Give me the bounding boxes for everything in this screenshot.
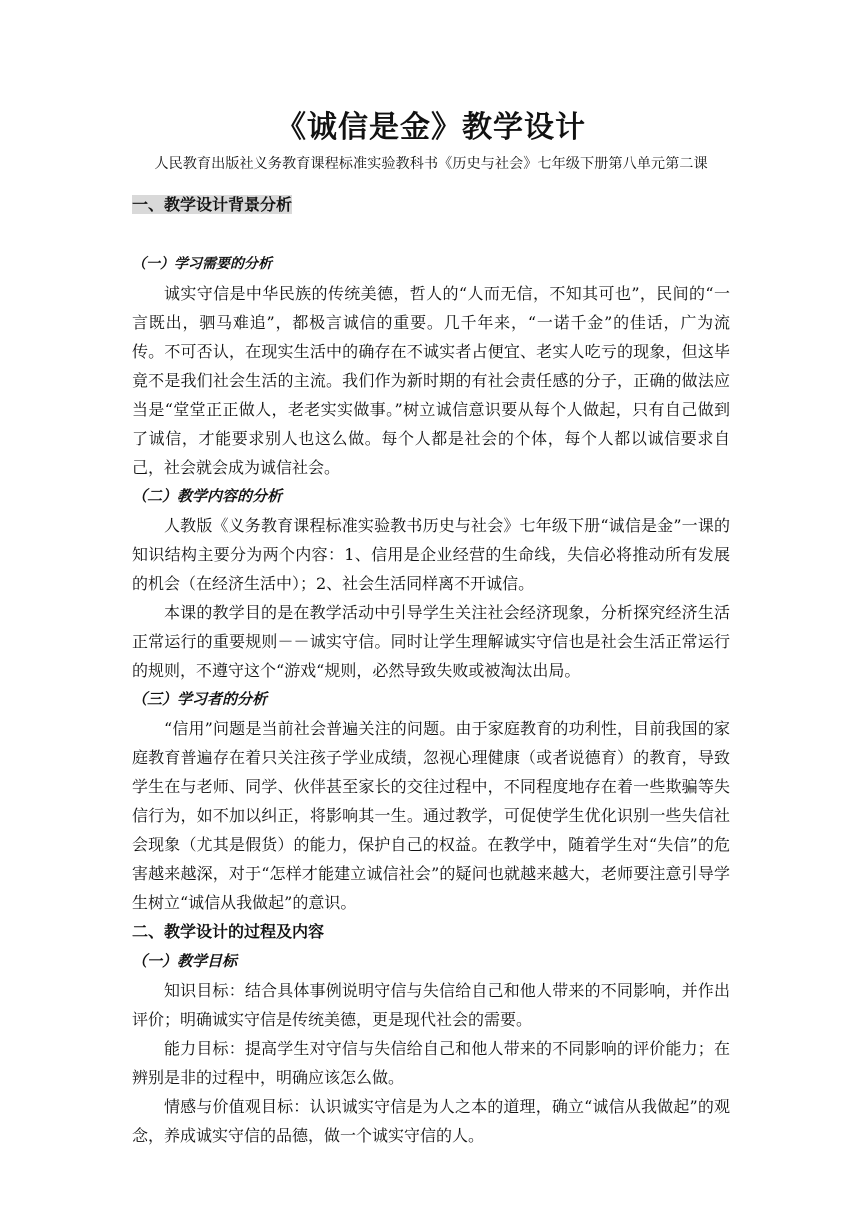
document-subtitle: 人民教育出版社义务教育课程标准实验教科书《历史与社会》七年级下册第八单元第二课: [154, 156, 708, 172]
document-page: [132, 104, 730, 1150]
paragraph-values-goal: 情感与价值观目标：认识诚实守信是为人之本的道理，确立“诚信从我做起”的观念，养成诚实守信的品德，做一个诚实守信的人。: [132, 1097, 730, 1145]
paragraph-ability-goal: 能力目标：提高学生对守信与失信给自己和他人带来的不同影响的评价能力；在辨别是非的过程中，明确应该怎么做。: [132, 1039, 730, 1087]
subheading-content-analysis: （二）教学内容的分析: [132, 487, 283, 505]
section-heading-background-analysis: [132, 190, 730, 220]
paragraph: “信用”问题是当前社会普遍关注的问题。由于家庭教育的功利性，目前我国的家庭教育普遍存在着只关注孩子学业成绩，忽视心理健康（或者说德育）的教育，导致学生在与老师、同学、伙伴甚至家长的交往过程中，不同程度地存在着一些欺骗等失信行为，如不加以纠正，将影响其一生。通过教学，可促使学生优化识别一些失信社会现象（尤其是假货）的能力，保护自己的权益。在教学中，随着学生对“失信”的危害越来越深，对于“怎样才能建立诚信社会”的疑问也就越来越大，老师要注意引导学生树立“诚信从我做起”的意识。: [132, 719, 730, 912]
paragraph: 诚实守信是中华民族的传统美德，哲人的“人而无信，不知其可也”，民间的“一言既出，驷马难追”，都极言诚信的重要。几千年来，“一诺千金”的佳话，广为流传。不可否认，在现实生活中的确存在不诚实者占便宜、老实人吃亏的现象，但这毕竟不是我们社会生活的主流。我们作为新时期的有社会责任感的分子，正确的做法应当是“堂堂正正做人，老老实实做事。”树立诚信意识要从每个人做起，只有自己做到了诚信，才能要求别人也这么做。每个人都是社会的个体，每个人都以诚信要求自己，社会就会成为诚信社会。: [132, 284, 730, 477]
section-heading-design-process: 二、教学设计的过程及内容: [132, 922, 325, 941]
paragraph: 人教版《义务教育课程标准实验教书历史与社会》七年级下册“诚信是金”一课的知识结构主要分为两个内容：1、信用是企业经营的生命线，失信必将推动所有发展的机会（在经济生活中）；2、社会生活同样离不开诚信。: [132, 516, 730, 593]
subheading-learning-needs: （一）学习需要的分析: [132, 256, 272, 272]
subheading-teaching-goals: （一）教学目标: [132, 952, 238, 970]
subheading-learner-analysis: （三）学习者的分析: [132, 690, 268, 708]
paragraph: 本课的教学目的是在教学活动中引导学生关注社会经济现象，分析探究经济生活正常运行的重要规则－－诚实守信。同时让学生理解诚实守信也是社会生活正常运行的规则，不遵守这个“游戏“规则，必然导致失败或被淘汰出局。: [132, 603, 730, 680]
section-heading-text: 一、教学设计背景分析: [132, 195, 293, 214]
document-title: 《诚信是金》教学设计: [276, 110, 586, 145]
paragraph-knowledge-goal: 知识目标：结合具体事例说明守信与失信给自己和他人带来的不同影响，并作出评价；明确诚实守信是传统美德，更是现代社会的需要。: [132, 981, 730, 1029]
